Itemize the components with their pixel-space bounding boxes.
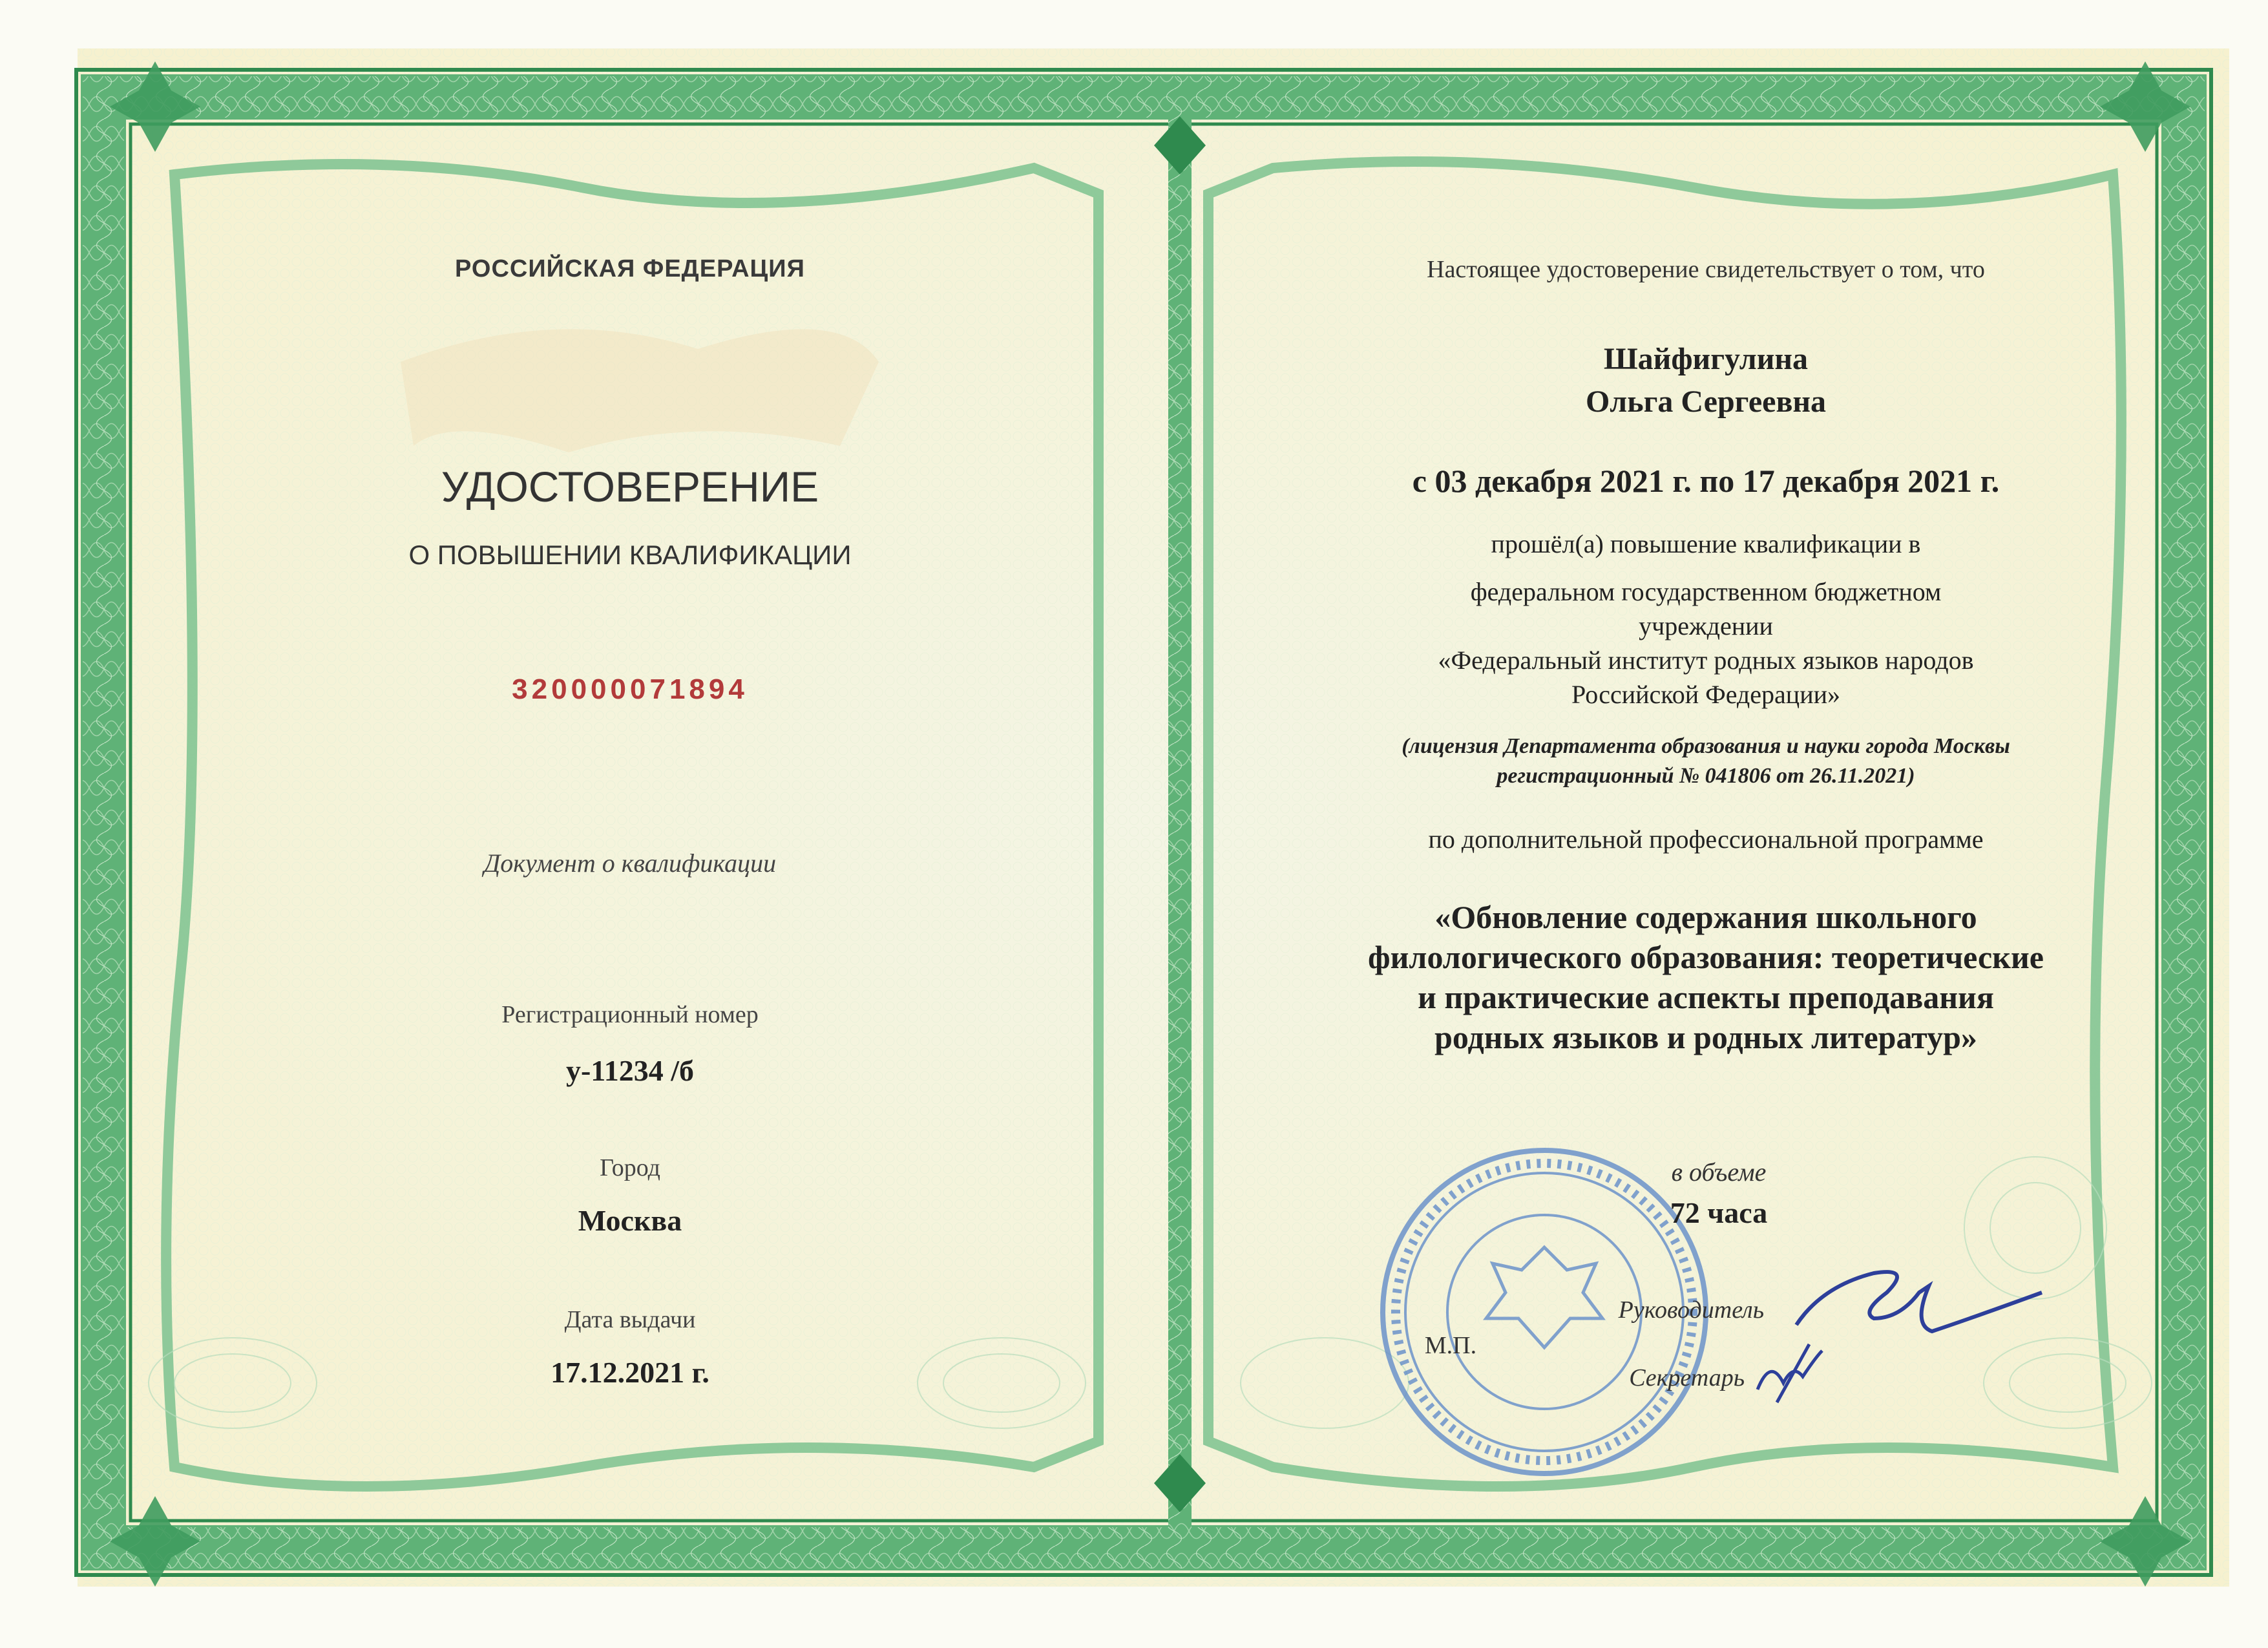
document-subtitle: О ПОВЫШЕНИИ КВАЛИФИКАЦИИ	[408, 540, 852, 570]
organization-line: федеральном государственном бюджетном	[1470, 577, 1942, 606]
country-name: РОССИЙСКАЯ ФЕДЕРАЦИЯ	[455, 255, 805, 282]
issue-date-label: Дата выдачи	[564, 1306, 696, 1333]
city-label: Город	[600, 1154, 660, 1181]
training-period: с 03 декабря 2021 г. по 17 декабря 2021 г.	[1412, 463, 2000, 499]
secretary-label: Секретарь	[1629, 1364, 1745, 1391]
program-title-line: и практические аспекты преподавания	[1418, 979, 1994, 1015]
completed-text: прошёл(а) повышение квалификации в	[1491, 529, 1921, 558]
head-label: Руководитель	[1618, 1296, 1764, 1324]
holder-surname: Шайфигулина	[1603, 342, 1809, 376]
program-title-line: «Обновление содержания школьного	[1434, 899, 1977, 935]
organization-line: Российской Федерации»	[1571, 680, 1841, 709]
volume-value: 72 часа	[1670, 1196, 1768, 1229]
program-title-line: родных языков и родных литератур»	[1434, 1019, 1977, 1055]
program-intro: по дополнительной профессиональной программе	[1428, 825, 1984, 854]
document-type: Документ о квалификации	[483, 849, 777, 878]
city-value: Москва	[578, 1204, 682, 1237]
organization-line: «Федеральный институт родных языков народов	[1438, 646, 1974, 675]
stamp-place-label: М.П.	[1424, 1332, 1477, 1359]
holder-given-names: Ольга Сергеевна	[1585, 385, 1827, 419]
organization-line: учреждении	[1639, 611, 1773, 640]
volume-label: в объеме	[1671, 1157, 1767, 1187]
issue-date-value: 17.12.2021 г.	[551, 1356, 709, 1389]
license-line: регистрационный № 041806 от 26.11.2021)	[1496, 764, 1915, 788]
registration-label: Регистрационный номер	[501, 1001, 759, 1028]
registration-number: у-11234 /б	[565, 1054, 695, 1087]
license-line: (лицензия Департамента образования и науки города Москвы	[1402, 734, 2010, 758]
document-title: УДОСТОВЕРЕНИЕ	[441, 463, 819, 511]
program-title-line: филологического образования: теоретические	[1368, 939, 2044, 975]
intro-text: Настоящее удостоверение свидетельствует о том, что	[1427, 256, 1985, 283]
serial-number: 320000071894	[512, 673, 748, 705]
